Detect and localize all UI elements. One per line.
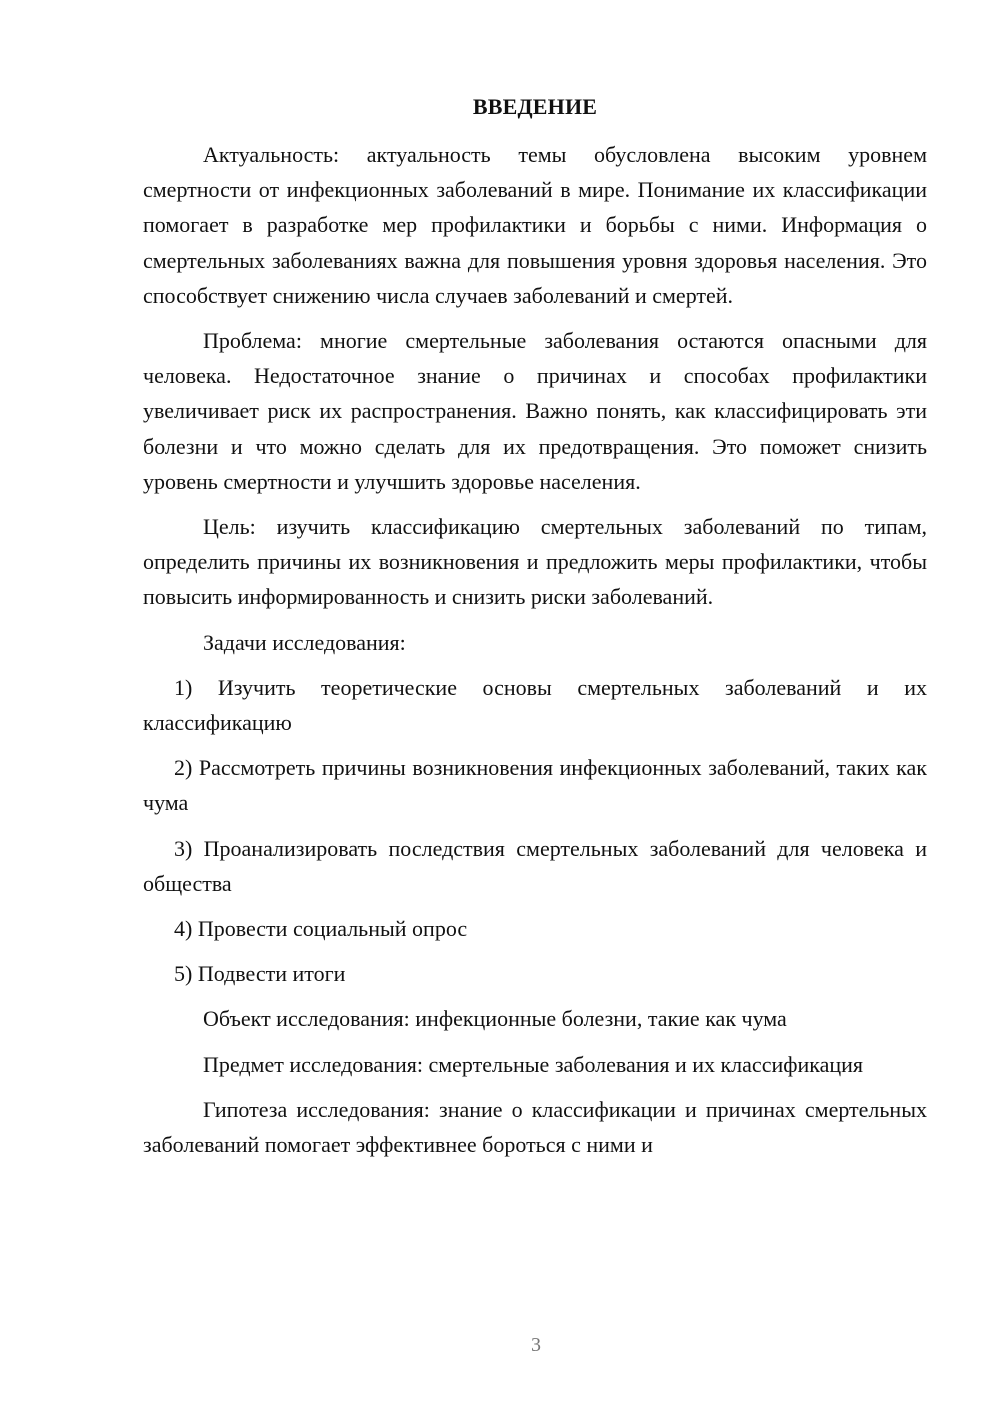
page-number: 3 bbox=[531, 1334, 541, 1356]
task-item: 1) Изучить теоретические основы смертельных заболеваний и их классификацию bbox=[143, 674, 927, 736]
paragraph-subject: Предмет исследования: смертельные заболевания и их классификация bbox=[203, 1051, 864, 1077]
paragraph-goal: Цель: изучить классификацию смертельных заболеваний по типам, определить причины их возникновения и предложить меры профилактики, чтобы повысить информированность и снизить риски заболеваний. bbox=[143, 514, 927, 610]
paragraph-tasks-title: Задачи исследования: bbox=[203, 629, 406, 655]
document-page bbox=[143, 94, 927, 1172]
task-item: 5) Подвести итоги bbox=[174, 961, 346, 987]
task-item: 2) Рассмотреть причины возникновения инфекционных заболеваний, таких как чума bbox=[143, 755, 927, 816]
section-heading: ВВЕДЕНИЕ bbox=[472, 94, 598, 119]
task-item: 4) Провести социальный опрос bbox=[174, 916, 468, 942]
paragraph-object: Объект исследования: инфекционные болезни, такие как чума bbox=[203, 1006, 787, 1032]
paragraph-problem: Проблема: многие смертельные заболевания остаются опасными для человека. Недостаточное знание о причинах и способах профилактики увеличивает риск их распространения. Важно понять, как классифицировать эти болезни и что можно сделать для их предотвращения. Это поможет снизить уровень смертности и улучшить здоровье населения. bbox=[143, 328, 927, 494]
task-item: 3) Проанализировать последствия смертельных заболеваний для человека и общества bbox=[143, 835, 927, 896]
paragraph-relevance: Актуальность: актуальность темы обусловлена высоким уровнем смертности от инфекционных заболеваний в мире. Понимание их классификации помогает в разработке мер профилактики и борьбы с ними. Информация о смертельных заболеваниях важна для повышения уровня здоровья населения. Это способствует снижению числа случаев заболеваний и смертей. bbox=[143, 142, 927, 308]
paragraph-hypothesis: Гипотеза исследования: знание о классификации и причинах смертельных заболеваний помогает эффективнее бороться с ними и bbox=[143, 1096, 927, 1158]
